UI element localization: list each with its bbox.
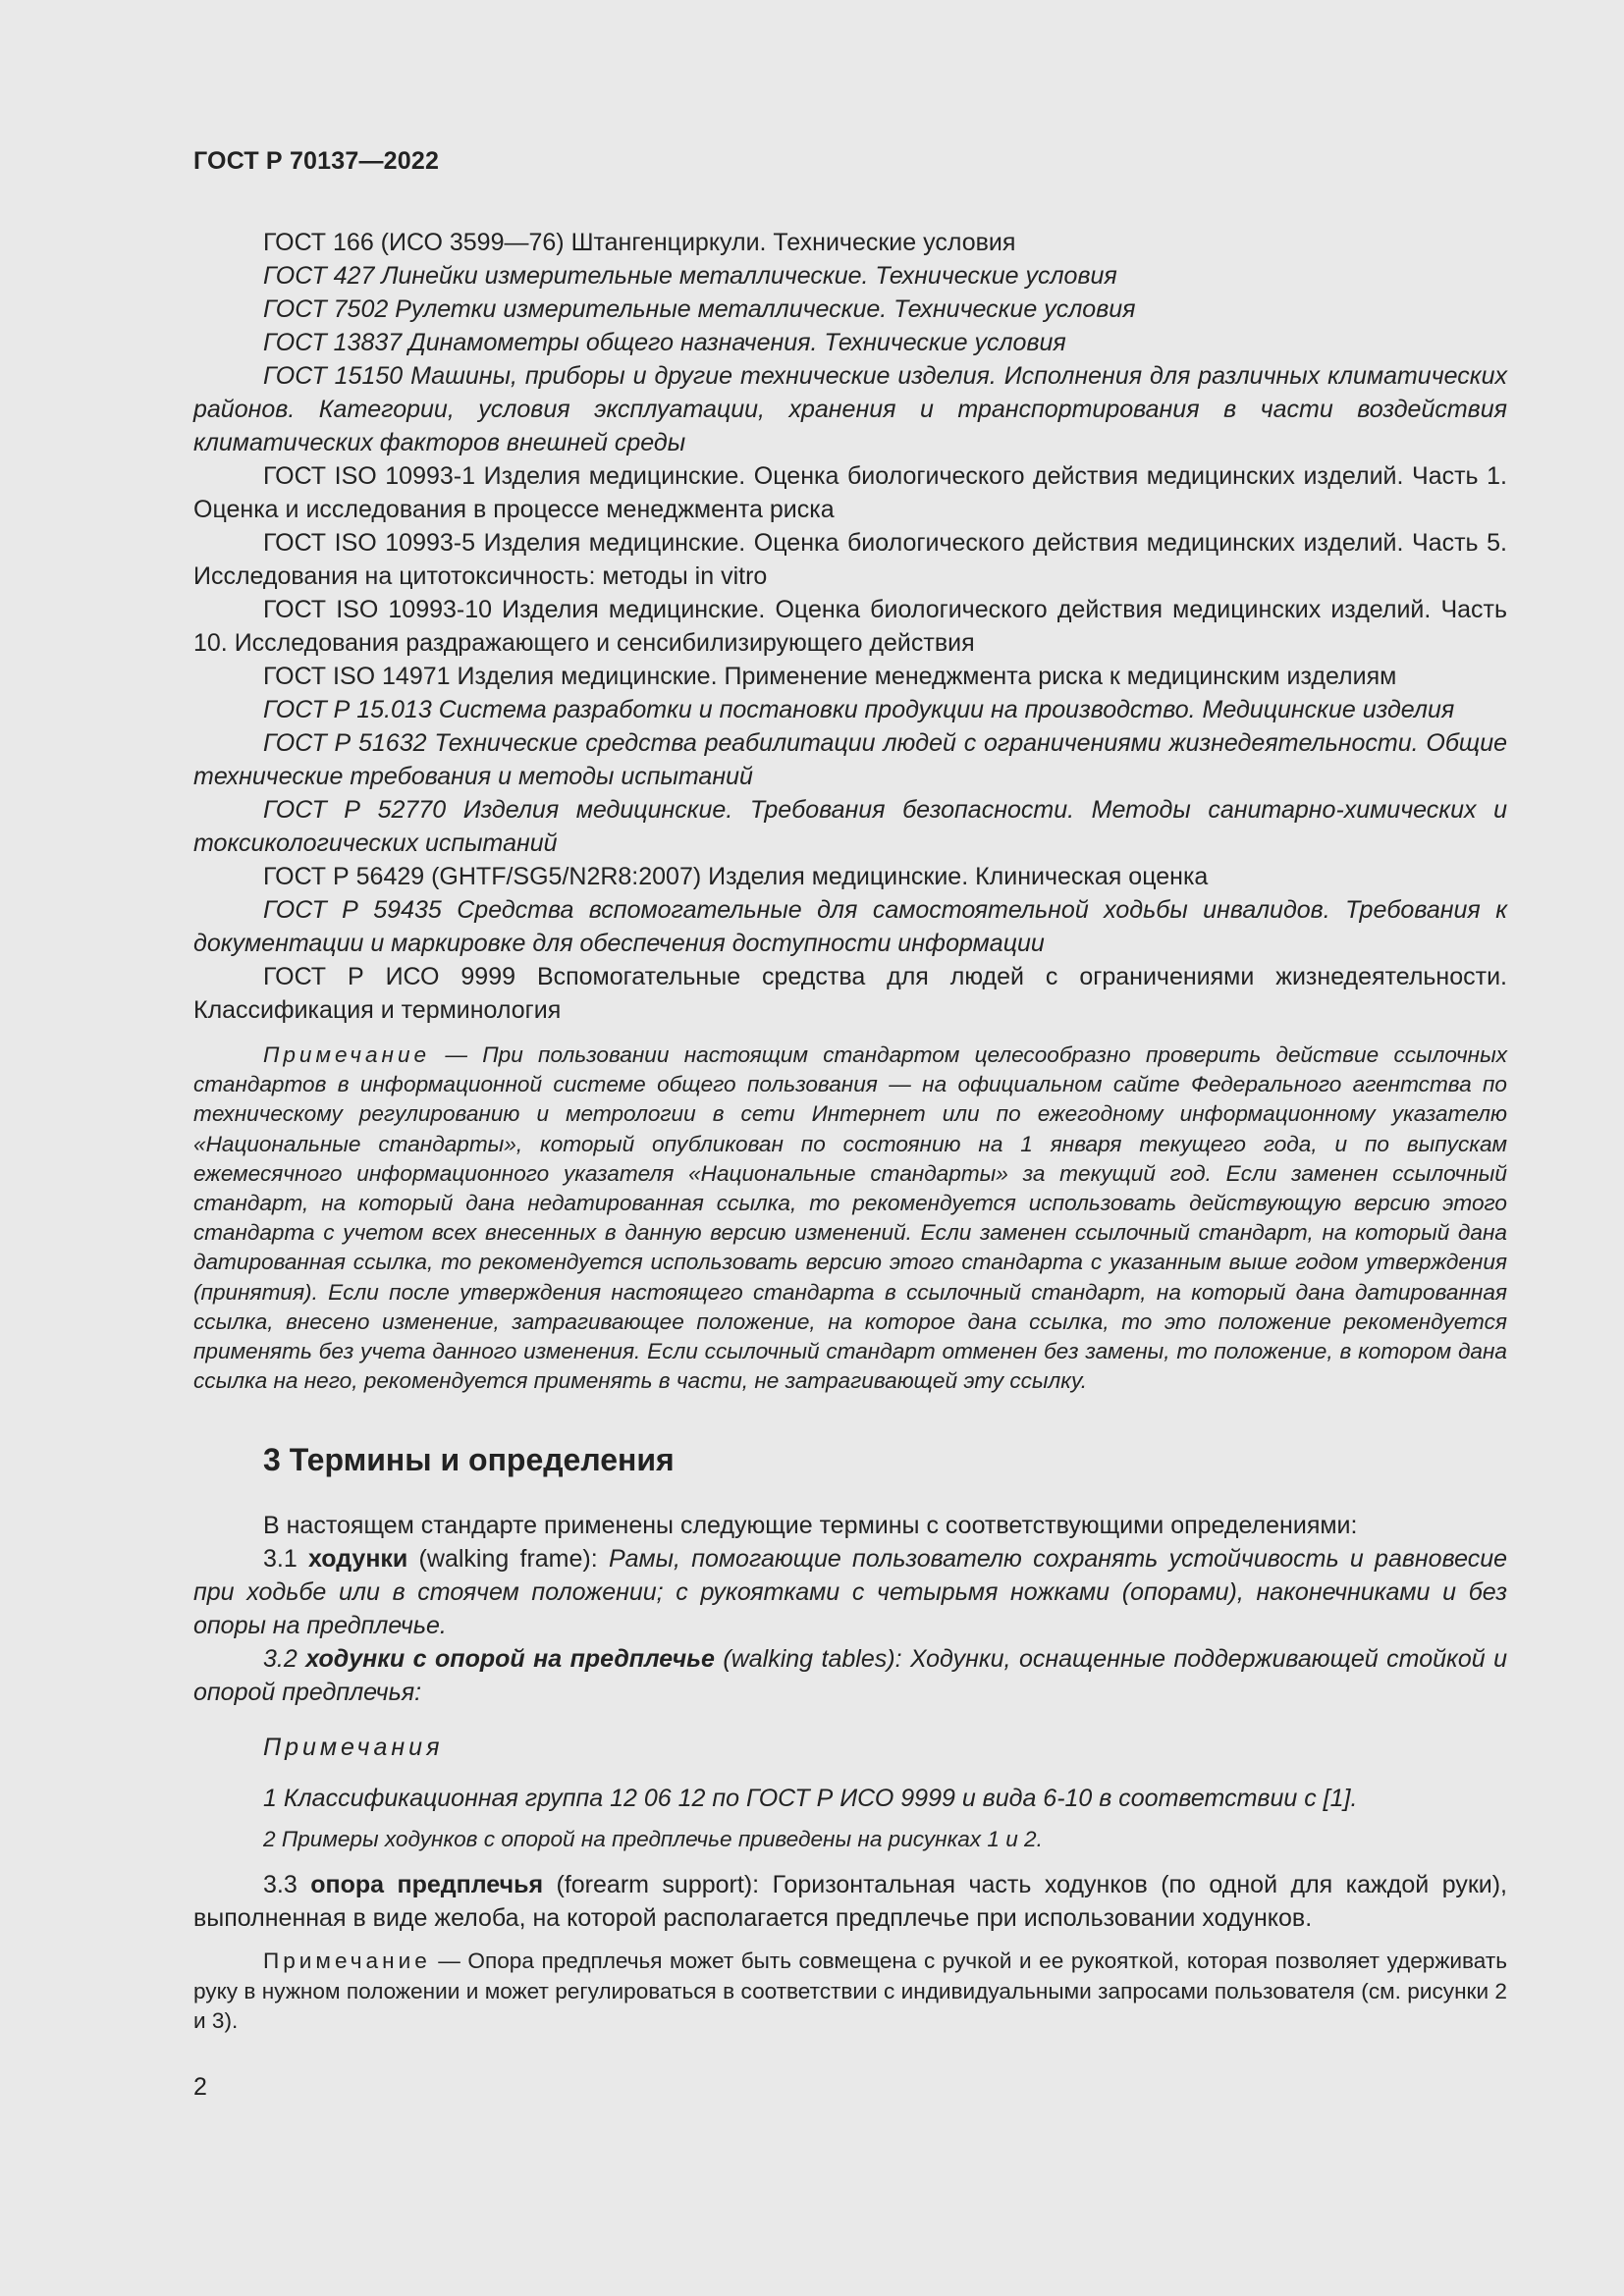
reference-code: ГОСТ 15150: [263, 362, 404, 390]
page-header-standard-code: ГОСТ Р 70137—2022: [193, 147, 440, 175]
reference-code: ГОСТ Р 59435: [263, 896, 442, 924]
reference-title: Штангенциркули. Технические условия: [570, 229, 1016, 256]
reference-item: [193, 226, 1507, 259]
reference-item: [193, 793, 1507, 860]
normative-references-list: [193, 226, 1507, 1027]
reference-title: Средства вспомогательные для самостоятельной ходьбы инвалидов. Требования к документации и маркировке для обеспечения доступности информации: [193, 896, 1507, 957]
term-number: 3.1: [263, 1545, 309, 1574]
reference-code: ГОСТ ISO 10993-1: [263, 462, 476, 490]
reference-code: ГОСТ Р 51632: [263, 729, 427, 757]
reference-title: Изделия медицинские. Требования безопасности. Методы санитарно-химических и токсикологических испытаний: [193, 796, 1507, 857]
reference-item: [193, 693, 1507, 726]
reference-code: ГОСТ 7502: [263, 295, 389, 323]
section-3-intro: В настоящем стандарте применены следующие термины с соответствующими определениями:: [263, 1512, 1358, 1540]
term-definition: Рамы, помогающие пользователю сохранять устойчивость и равновесие при ходьбе или в стоячем положении; с рукоятками с четырьмя ножками (опорами), наконечниками и без опоры на предплечье.: [193, 1545, 1508, 1640]
term-name: опора предплечья: [310, 1871, 544, 1899]
page-content: [193, 226, 1507, 2036]
term-english: (forearm support):: [543, 1871, 773, 1899]
reference-title: Изделия медицинские. Клиническая оценка: [708, 863, 1209, 890]
term-name: ходунки с опорой на предплечье: [305, 1645, 715, 1674]
term-3-1: [193, 1542, 1507, 1642]
reference-title: Система разработки и постановки продукции на производство. Медицинские изделия: [431, 696, 1455, 723]
term-definition: Горизонтальная часть ходунков (по одной для каждой руки), выполненная в виде желоба, на которой располагается предплечье при использовании ходунков.: [193, 1871, 1508, 1933]
reference-code: ГОСТ ISO 10993-10: [263, 596, 493, 623]
reference-title: Линейки измерительные металлические. Технические условия: [374, 262, 1117, 290]
reference-item: [193, 326, 1507, 359]
reference-item: [193, 893, 1507, 960]
reference-title: Изделия медицинские. Оценка биологического действия медицинских изделий. Часть 1. Оценка и исследования в процессе менеджмента риска: [193, 462, 1507, 523]
reference-item: [193, 459, 1507, 526]
term-3-3-note: [193, 1947, 1507, 2036]
reference-item: [193, 860, 1507, 893]
note-text: — При пользовании настоящим стандартом целесообразно проверить действие ссылочных стандартов в информационной системе общего пользования — на официальном сайте Федерального агентства по техническому регулированию и метрологии в сети Интернет или по ежегодному информационному указателю «Национальные стандарты», который опубликован по состоянию на 1 января текущего года, и по выпускам ежемесячного информационного указателя «Национальные стандарты» за текущий год. Если заменен ссылочный стандарт, на который дана недатированная ссылка, то рекомендуется использовать действующую версию этого стандарта с учетом всех внесенных в данную версию изменений. Если заменен ссылочный стандарт, на который дана датированная ссылка, то рекомендуется использовать версию этого стандарта с указанным выше годом утверждения (принятия). Если после утверждения настоящего стандарта в ссылочный стандарт, на который дана датированная ссылка, внесено изменение, затрагивающее положение, на которое дана ссылка, то это положение рекомендуется применять без учета данного изменения. Если ссылочный стандарт отменен без замены, то положение, в котором дана ссылка на него, рекомендуется применять в части, не затрагивающей эту ссылку.: [193, 1042, 1507, 1394]
note-item-1: 1 Классификационная группа 12 06 12 по ГОСТ Р ИСО 9999 и вида 6-10 в соответствии с [1].: [263, 1785, 1358, 1813]
term-number: 3.2: [263, 1645, 306, 1674]
reference-title: Рулетки измерительные металлические. Технические условия: [388, 295, 1136, 323]
reference-code: ГОСТ 427: [263, 262, 375, 290]
reference-code: ГОСТ Р 15.013: [263, 696, 432, 723]
reference-title: Технические средства реабилитации людей с ограничениями жизнедеятельности. Общие технические требования и методы испытаний: [193, 729, 1507, 790]
references-note: [193, 1041, 1507, 1396]
reference-title: Машины, приборы и другие технические изделия. Исполнения для различных климатических районов. Категории, условия эксплуатации, хранения и транспортирования в части воздействия климатических факторов внешней среды: [193, 362, 1507, 456]
reference-code: ГОСТ Р 56429 (GHTF/SG5/N2R8:2007): [263, 863, 709, 890]
term-number: 3.3: [263, 1871, 311, 1899]
reference-code: ГОСТ ISO 14971: [263, 663, 451, 690]
note-label: Примечание: [263, 1042, 431, 1067]
reference-title: Изделия медицинские. Оценка биологического действия медицинских изделий. Часть 5. Исследования на цитотоксичность: методы in vitro: [193, 529, 1507, 590]
reference-code: ГОСТ Р 52770: [263, 796, 447, 824]
reference-title: Изделия медицинские. Оценка биологического действия медицинских изделий. Часть 10. Исследования раздражающего и сенсибилизирующего действия: [193, 596, 1508, 657]
reference-item: [193, 593, 1507, 660]
reference-item: [193, 293, 1507, 326]
term-3-2: [193, 1642, 1507, 1709]
note-text: — Опора предплечья может быть совмещена с ручкой и ее рукояткой, которая позволяет удерживать руку в нужном положении и может регулироваться в соответствии с индивидуальными запросами пользователя (см. рисунки 2 и 3).: [193, 1949, 1507, 2033]
term-3-3: [193, 1868, 1507, 1935]
page-number: 2: [193, 2073, 207, 2101]
reference-title: Динамометры общего назначения. Технические условия: [402, 329, 1066, 356]
reference-title: Вспомогательные средства для людей с ограничениями жизнедеятельности. Классификация и терминология: [193, 963, 1508, 1024]
reference-item: [193, 359, 1507, 459]
reference-code: ГОСТ Р ИСО 9999: [263, 963, 516, 990]
reference-title: Изделия медицинские. Применение менеджмента риска к медицинским изделиям: [450, 663, 1397, 690]
reference-item: [193, 960, 1507, 1027]
reference-code: ГОСТ 166 (ИСО 3599—76): [263, 229, 571, 256]
term-definition: Ходунки, оснащенные поддерживающей стойкой и опорой предплечья:: [193, 1645, 1507, 1707]
note-label: Примечание: [263, 1949, 431, 1974]
note-item-2: 2 Примеры ходунков с опорой на предплечье приведены на рисунках 1 и 2.: [263, 1827, 1043, 1852]
term-name: ходунки: [308, 1545, 408, 1574]
term-english: (walking frame):: [407, 1545, 609, 1574]
reference-item: [193, 726, 1507, 793]
term-english: (walking tables):: [714, 1645, 910, 1674]
reference-item: [193, 259, 1507, 293]
reference-code: ГОСТ ISO 10993-5: [263, 529, 476, 557]
reference-code: ГОСТ 13837: [263, 329, 403, 356]
notes-heading: Примечания: [263, 1734, 444, 1762]
reference-item: [193, 526, 1507, 593]
reference-item: [193, 660, 1507, 693]
section-3-heading: 3 Термины и определения: [263, 1442, 675, 1478]
